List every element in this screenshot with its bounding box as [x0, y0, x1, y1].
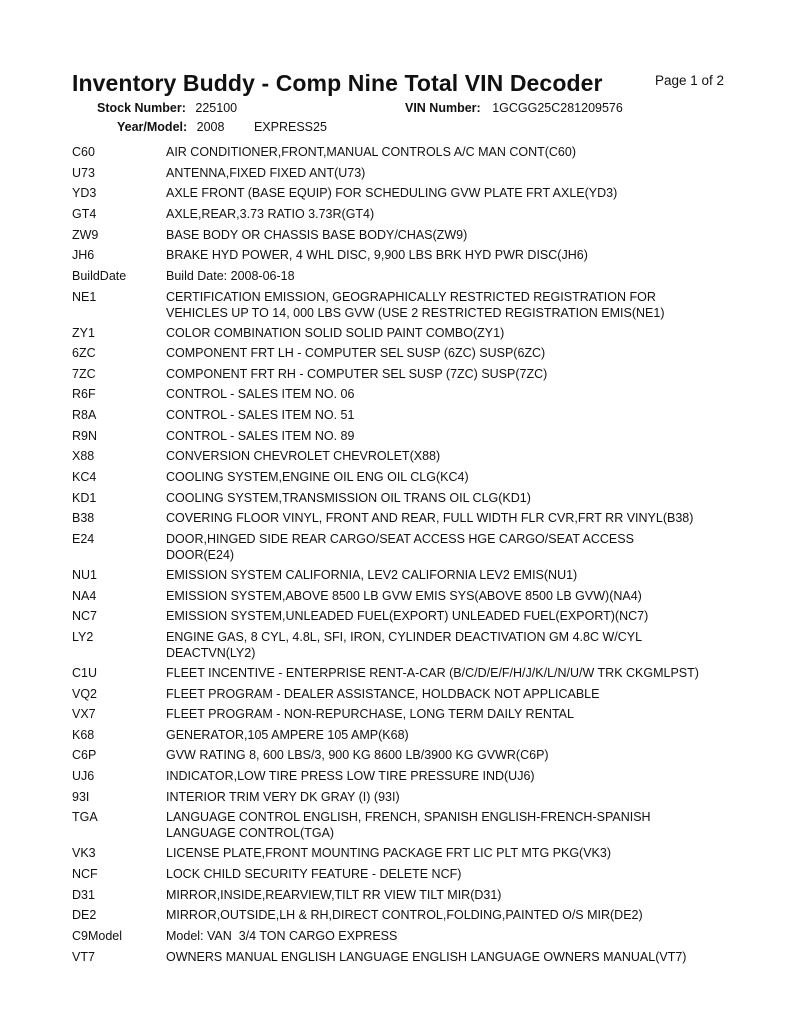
option-description: CONVERSION CHEVROLET CHEVROLET(X88) [166, 449, 441, 464]
option-code-row [72, 866, 772, 882]
option-code: NE1 [72, 289, 97, 304]
option-description: AXLE FRONT (BASE EQUIP) FOR SCHEDULING GVW PLATE FRT AXLE(YD3) [166, 186, 618, 201]
option-code: VT7 [72, 949, 95, 964]
option-code: R9N [72, 428, 98, 443]
option-code-row [72, 247, 772, 263]
vin-number-value: 1GCGG25C281209576 [492, 101, 623, 115]
option-code: NC7 [72, 609, 98, 624]
option-description: EMISSION SYSTEM,UNLEADED FUEL(EXPORT) UNLEADED FUEL(EXPORT)(NC7) [166, 609, 649, 624]
option-code: VQ2 [72, 686, 98, 701]
option-code: LY2 [72, 629, 94, 644]
option-description: BASE BODY OR CHASSIS BASE BODY/CHAS(ZW9) [166, 227, 468, 242]
option-description: FLEET PROGRAM - DEALER ASSISTANCE, HOLDBACK NOT APPLICABLE [166, 686, 600, 701]
option-code-row [72, 386, 772, 402]
option-description: INDICATOR,LOW TIRE PRESS LOW TIRE PRESSURE IND(UJ6) [166, 769, 535, 784]
page-number: Page 1 of 2 [655, 73, 725, 88]
option-code-row [72, 928, 772, 944]
option-description: DOOR,HINGED SIDE REAR CARGO/SEAT ACCESS HGE CARGO/SEAT ACCESS DOOR(E24) [166, 532, 634, 562]
option-description: CONTROL - SALES ITEM NO. 89 [166, 428, 355, 443]
vin-number-label: VIN Number: [405, 101, 481, 115]
option-code: YD3 [72, 186, 97, 201]
year-model-row [117, 120, 327, 134]
option-description: FLEET INCENTIVE - ENTERPRISE RENT-A-CAR (B/C/D/E/F/H/J/K/L/N/U/W TRK CKGMLPST) [166, 665, 699, 680]
option-description: LOCK CHILD SECURITY FEATURE - DELETE NCF) [166, 867, 462, 881]
option-code: TGA [72, 810, 98, 825]
option-description: MIRROR,INSIDE,REARVIEW,TILT RR VIEW TILT MIR(D31) [166, 887, 502, 902]
option-code-row [72, 144, 772, 160]
option-code: U73 [72, 165, 95, 180]
option-code: K68 [72, 727, 95, 742]
option-code: NU1 [72, 567, 98, 582]
stock-number-label: Stock Number: [97, 101, 186, 115]
option-code: GT4 [72, 206, 97, 221]
option-code-row [72, 789, 772, 805]
option-description: ANTENNA,FIXED FIXED ANT(U73) [166, 165, 366, 180]
option-code-row [72, 665, 772, 681]
option-code-row [72, 768, 772, 784]
year-value: 2008 [196, 120, 225, 134]
option-code: R6F [72, 387, 96, 402]
option-description: CONTROL - SALES ITEM NO. 06 [166, 387, 355, 402]
option-description: COMPONENT FRT RH - COMPUTER SEL SUSP (7ZC) SUSP(7ZC) [166, 366, 548, 381]
option-description: AXLE,REAR,3.73 RATIO 3.73R(GT4) [166, 206, 375, 221]
option-description: Model: VAN 3/4 TON CARGO EXPRESS [166, 928, 398, 943]
option-code: KD1 [72, 490, 97, 505]
option-code: C9Model [72, 928, 123, 943]
stock-number-value: 225100 [195, 101, 238, 115]
option-code: 7ZC [72, 366, 96, 381]
option-code-row [72, 887, 772, 903]
option-code-row [72, 629, 772, 661]
option-description: OWNERS MANUAL ENGLISH LANGUAGE ENGLISH LANGUAGE OWNERS MANUAL(VT7) [166, 949, 687, 964]
option-code: NA4 [72, 588, 97, 603]
option-code-row [72, 325, 772, 341]
option-description: COOLING SYSTEM,ENGINE OIL ENG OIL CLG(KC4) [166, 470, 469, 485]
option-code-row [72, 407, 772, 423]
option-description: ENGINE GAS, 8 CYL, 4.8L, SFI, IRON, CYLINDER DEACTIVATION GM 4.8C W/CYL DEACTVN(LY2) [166, 629, 643, 660]
option-code-row [72, 809, 772, 841]
option-code: E24 [72, 532, 95, 546]
option-code-row [72, 706, 772, 722]
option-code-row [72, 588, 772, 604]
option-code-row [72, 185, 772, 201]
option-code-row [72, 490, 772, 506]
option-description: EMISSION SYSTEM CALIFORNIA, LEV2 CALIFORNIA LEV2 EMIS(NU1) [166, 567, 578, 582]
option-description: CERTIFICATION EMISSION, GEOGRAPHICALLY RESTRICTED REGISTRATION FOR VEHICLES UP TO 14, 000 LBS GVW (USE 2 RESTRICTED REGISTRATION EMIS(NE1) [166, 289, 665, 320]
option-code: VX7 [72, 707, 96, 722]
option-code: C60 [72, 145, 95, 159]
option-description: GVW RATING 8, 600 LBS/3, 900 KG 8600 LB/3900 KG GVWR(C6P) [166, 748, 549, 763]
option-description: COVERING FLOOR VINYL, FRONT AND REAR, FULL WIDTH FLR CVR,FRT RR VINYL(B38) [166, 511, 694, 526]
option-code: KC4 [72, 470, 97, 485]
option-code-row [72, 448, 772, 464]
option-code-row [72, 531, 772, 563]
vin-number-row [405, 101, 623, 115]
option-code-row [72, 206, 772, 222]
option-description: COOLING SYSTEM,TRANSMISSION OIL TRANS OIL CLG(KD1) [166, 490, 531, 505]
option-code-row [72, 469, 772, 485]
option-code: NCF [72, 867, 98, 881]
page-title: Inventory Buddy - Comp Nine Total VIN Decoder [72, 70, 603, 96]
option-code: ZY1 [72, 325, 95, 340]
option-code-row [72, 428, 772, 444]
option-code-row [72, 949, 772, 965]
option-code: ZW9 [72, 227, 99, 242]
stock-number-row [97, 101, 237, 115]
option-description: LANGUAGE CONTROL ENGLISH, FRENCH, SPANISH ENGLISH-FRENCH-SPANISH LANGUAGE CONTROL(TGA) [166, 810, 651, 841]
option-code: B38 [72, 511, 95, 526]
model-value: EXPRESS25 [253, 120, 327, 134]
option-description: AIR CONDITIONER,FRONT,MANUAL CONTROLS A/C MAN CONT(C60) [166, 145, 576, 159]
option-description: FLEET PROGRAM - NON-REPURCHASE, LONG TERM DAILY RENTAL [166, 707, 574, 722]
option-code-row [72, 268, 772, 284]
option-code-row [72, 567, 772, 583]
option-code-row [72, 686, 772, 702]
option-code-row [72, 289, 772, 321]
option-code-row [72, 345, 772, 361]
option-description: MIRROR,OUTSIDE,LH & RH,DIRECT CONTROL,FOLDING,PAINTED O/S MIR(DE2) [166, 908, 643, 923]
option-code: VK3 [72, 846, 96, 861]
option-code: D31 [72, 887, 95, 902]
option-code: UJ6 [72, 769, 95, 784]
option-description: COMPONENT FRT LH - COMPUTER SEL SUSP (6ZC) SUSP(6ZC) [166, 346, 546, 361]
option-code: C1U [72, 665, 98, 680]
option-code-row [72, 366, 772, 382]
option-description: GENERATOR,105 AMPERE 105 AMP(K68) [166, 727, 409, 742]
option-code-row [72, 165, 772, 181]
year-model-label: Year/Model: [117, 120, 188, 134]
option-description: Build Date: 2008-06-18 [166, 268, 295, 283]
option-code: C6P [72, 748, 97, 763]
option-description: INTERIOR TRIM VERY DK GRAY (I) (93I) [166, 789, 400, 804]
option-code: BuildDate [72, 268, 127, 283]
option-code: JH6 [72, 248, 95, 263]
option-code: DE2 [72, 908, 97, 923]
option-code: 6ZC [72, 346, 96, 361]
option-description: BRAKE HYD POWER, 4 WHL DISC, 9,900 LBS BRK HYD PWR DISC(JH6) [166, 248, 588, 263]
option-code: R8A [72, 408, 97, 423]
option-description: COLOR COMBINATION SOLID SOLID PAINT COMBO(ZY1) [166, 325, 505, 340]
option-code-row [72, 747, 772, 763]
option-code-row [72, 510, 772, 526]
option-description: CONTROL - SALES ITEM NO. 51 [166, 408, 355, 423]
option-code-row [72, 907, 772, 923]
option-code: 93I [72, 789, 90, 804]
option-code-row [72, 727, 772, 743]
option-code-row [72, 608, 772, 624]
option-code: X88 [72, 449, 95, 464]
option-code-row [72, 845, 772, 861]
option-code-row [72, 227, 772, 243]
option-description: LICENSE PLATE,FRONT MOUNTING PACKAGE FRT LIC PLT MTG PKG(VK3) [166, 846, 611, 861]
option-description: EMISSION SYSTEM,ABOVE 8500 LB GVW EMIS SYS(ABOVE 8500 LB GVW)(NA4) [166, 588, 642, 603]
